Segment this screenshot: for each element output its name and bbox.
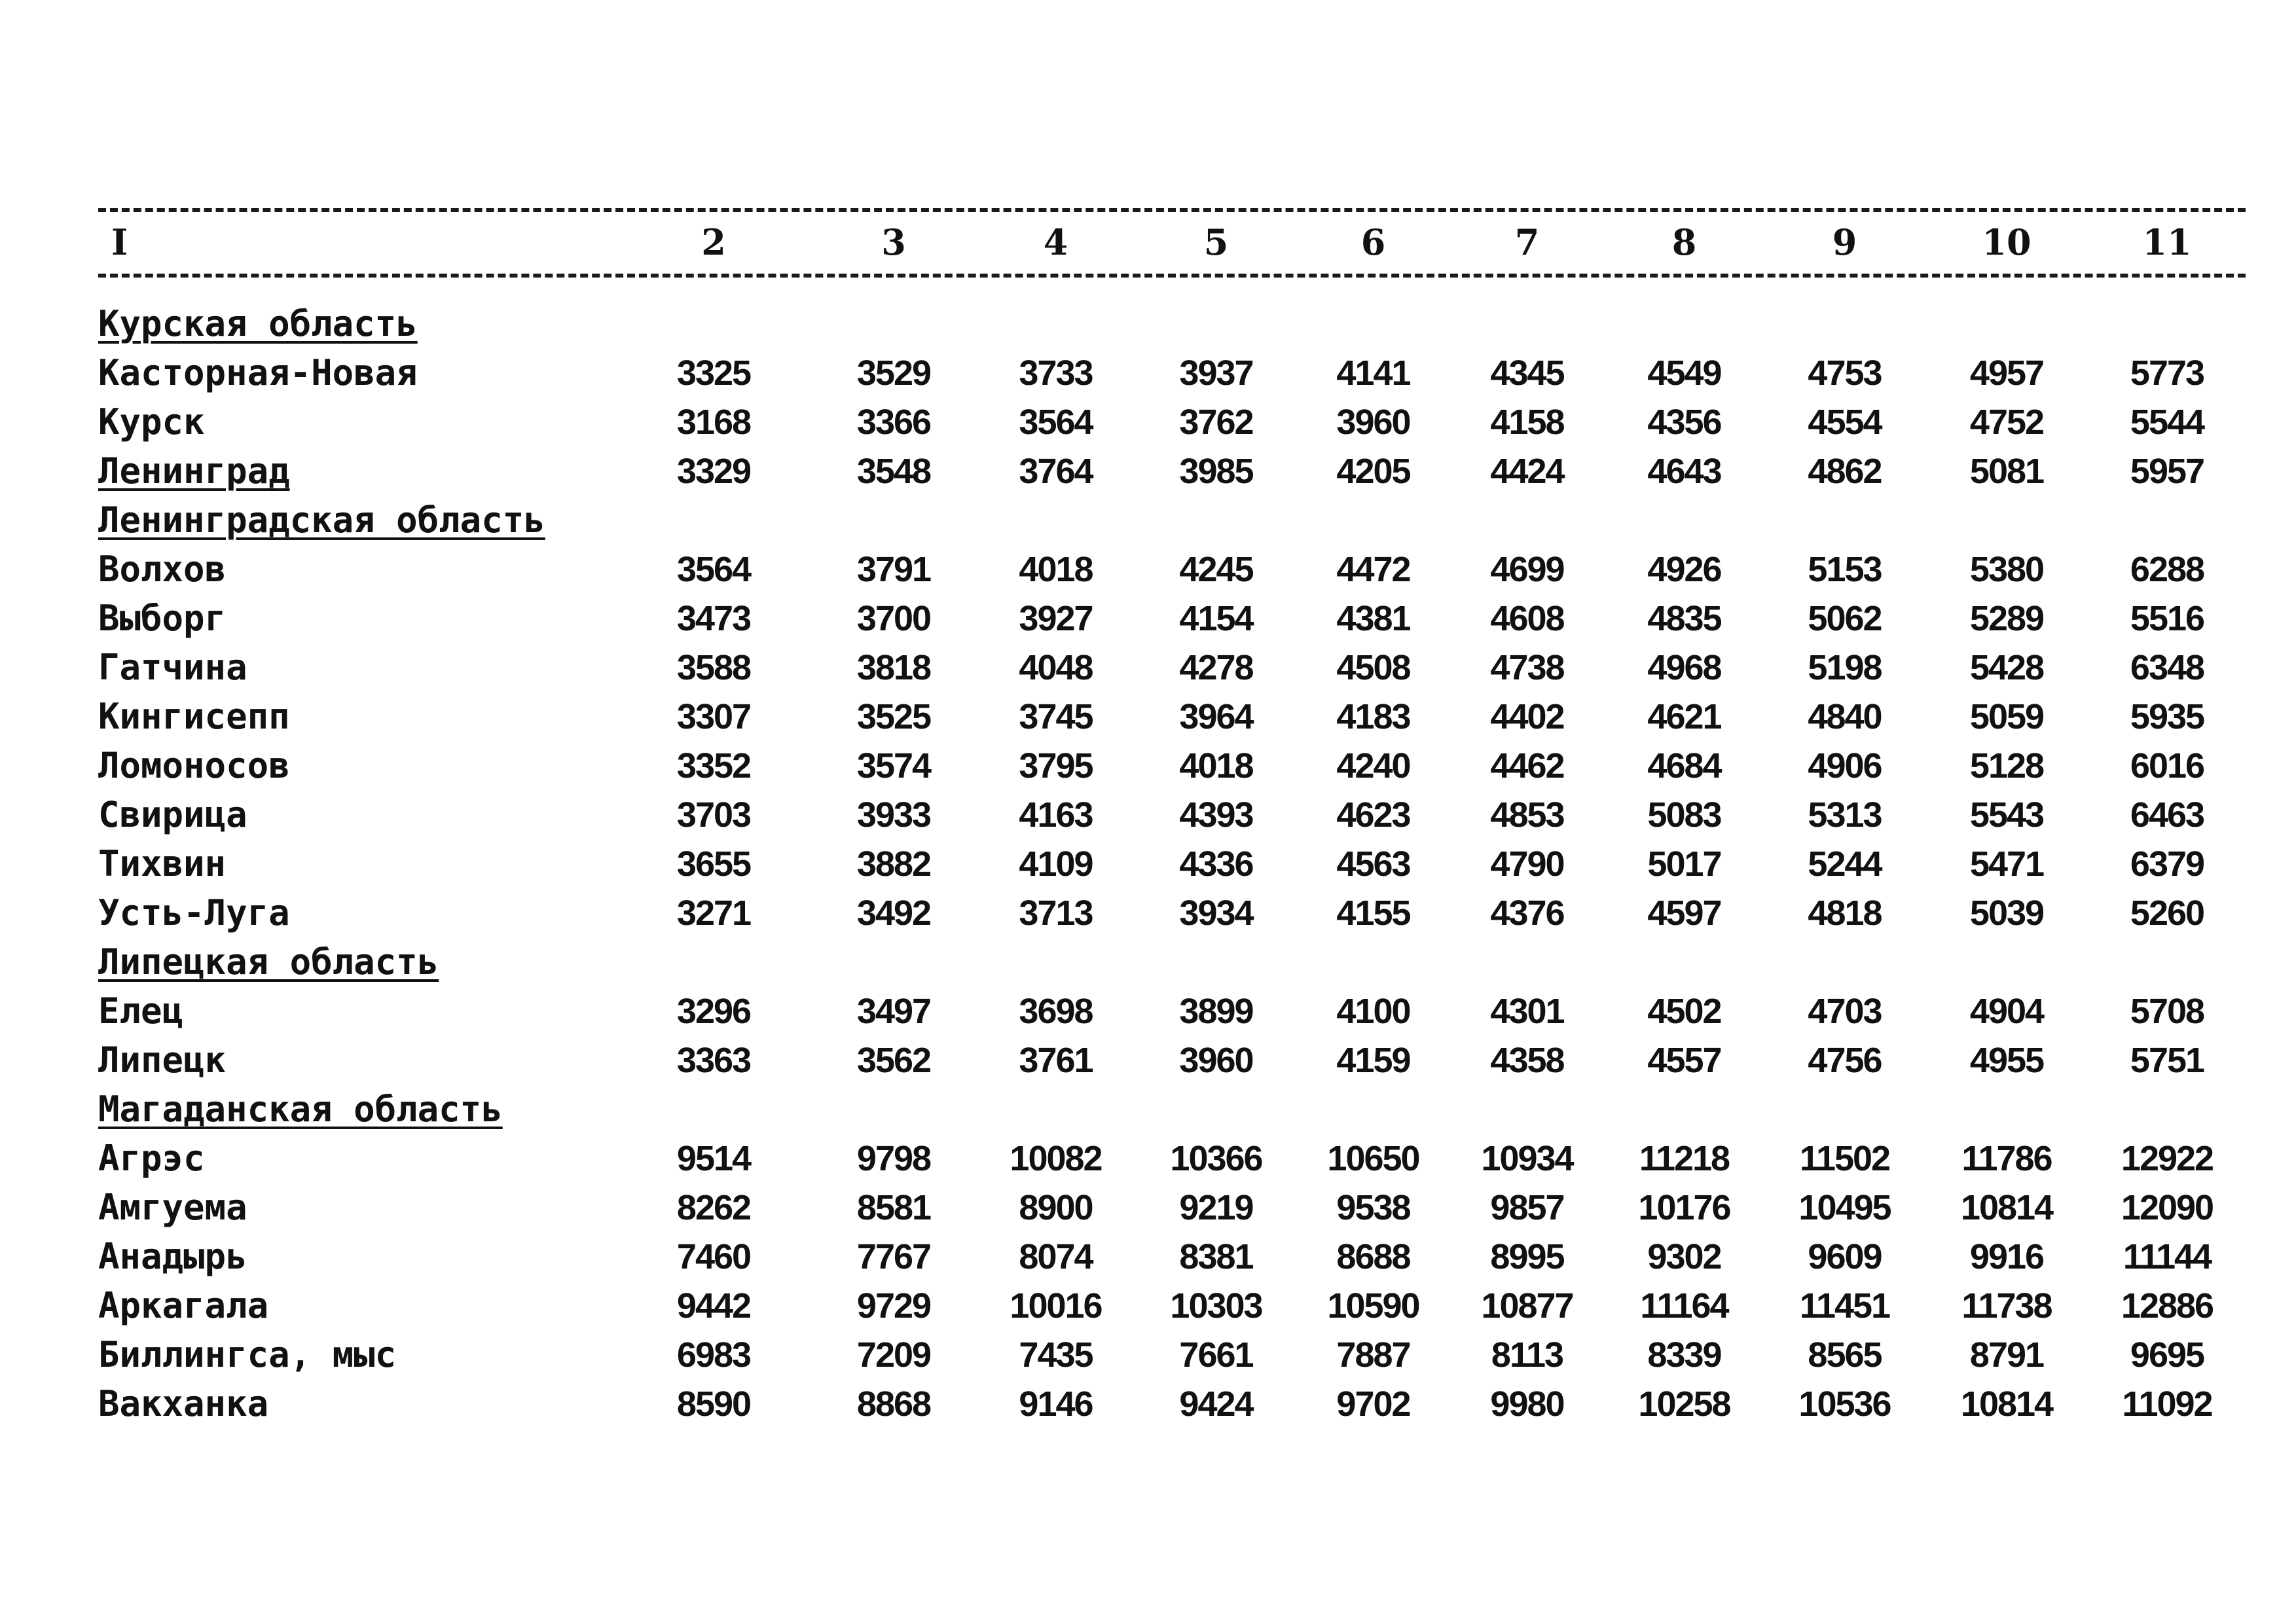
value-cell: 8581 xyxy=(856,1187,931,1227)
locality-name: Тихвин xyxy=(98,843,227,884)
value-cell: 12090 xyxy=(2121,1187,2214,1227)
locality-name: Выборг xyxy=(98,598,227,639)
value-cell: 8262 xyxy=(676,1187,751,1227)
column-number: 8 xyxy=(1671,221,1697,263)
value-cell: 3492 xyxy=(856,893,931,933)
value-cell: 8565 xyxy=(1808,1335,1882,1375)
locality-name: Амгуема xyxy=(98,1187,247,1228)
value-cell: 9695 xyxy=(2130,1335,2204,1375)
value-cell: 6463 xyxy=(2130,795,2204,835)
region-name: Магаданская область xyxy=(98,1089,503,1130)
value-cell: 4462 xyxy=(1490,746,1564,785)
value-cell: 11144 xyxy=(2123,1236,2212,1276)
value-cell: 5260 xyxy=(2130,893,2204,933)
column-number: 2 xyxy=(701,221,726,263)
value-cell: 4955 xyxy=(1969,1040,2044,1080)
value-cell: 5773 xyxy=(2130,353,2204,393)
value-cell: 4048 xyxy=(1019,647,1093,687)
locality-name: Биллингса, мыс xyxy=(98,1334,397,1375)
header-spacer xyxy=(98,272,2246,299)
locality-name: Касторная-Новая xyxy=(98,352,418,393)
value-cell: 3960 xyxy=(1179,1040,1253,1080)
value-cell: 3564 xyxy=(1019,402,1093,442)
locality-name: Липецк xyxy=(98,1039,227,1081)
value-cell: 3655 xyxy=(676,844,751,884)
value-cell: 3168 xyxy=(676,402,751,442)
table-row xyxy=(98,741,2246,790)
value-cell: 3574 xyxy=(856,746,931,785)
value-cell: 10176 xyxy=(1638,1187,1730,1227)
value-cell: 3703 xyxy=(676,795,751,835)
table-row xyxy=(98,888,2246,937)
value-cell: 3698 xyxy=(1019,991,1093,1031)
table-row xyxy=(98,1134,2246,1183)
value-cell: 11451 xyxy=(1799,1286,1890,1326)
value-cell: 3497 xyxy=(856,991,931,1031)
table-row xyxy=(98,1183,2246,1232)
value-cell: 4183 xyxy=(1336,696,1410,736)
value-cell: 3791 xyxy=(856,549,931,589)
value-cell: 5544 xyxy=(2130,402,2204,442)
empty-cell xyxy=(615,1085,2246,1134)
value-cell: 3761 xyxy=(1019,1040,1093,1080)
value-cell: 4163 xyxy=(1019,795,1093,835)
value-cell: 4336 xyxy=(1179,844,1253,884)
value-cell: 3964 xyxy=(1179,696,1253,736)
column-number: 11 xyxy=(2142,221,2192,263)
value-cell: 4756 xyxy=(1808,1040,1882,1080)
value-cell: 4018 xyxy=(1019,549,1093,589)
value-cell: 12886 xyxy=(2121,1286,2214,1326)
value-cell: 4753 xyxy=(1808,353,1882,393)
value-cell: 3548 xyxy=(856,451,931,491)
value-cell: 7887 xyxy=(1336,1335,1410,1375)
value-cell: 10814 xyxy=(1960,1384,2053,1424)
value-cell: 4554 xyxy=(1808,402,1882,442)
value-cell: 4906 xyxy=(1808,746,1882,785)
region-name: Ленинградская область xyxy=(98,499,545,541)
value-cell: 11164 xyxy=(1640,1286,1728,1326)
value-cell: 6379 xyxy=(2130,844,2204,884)
value-cell: 10366 xyxy=(1170,1138,1262,1178)
value-cell: 4790 xyxy=(1490,844,1564,884)
value-cell: 5313 xyxy=(1808,795,1882,835)
value-cell: 4141 xyxy=(1336,353,1410,393)
table-top-rule xyxy=(98,208,2246,212)
value-cell: 4393 xyxy=(1179,795,1253,835)
value-cell: 4853 xyxy=(1490,795,1564,835)
value-cell: 4158 xyxy=(1490,402,1564,442)
value-cell: 9798 xyxy=(856,1138,931,1178)
value-cell: 8900 xyxy=(1019,1187,1093,1227)
value-cell: 3529 xyxy=(856,353,931,393)
value-cell: 4597 xyxy=(1647,893,1721,933)
region-row xyxy=(98,299,2246,348)
empty-cell xyxy=(615,496,2246,545)
value-cell: 3562 xyxy=(856,1040,931,1080)
value-cell: 10082 xyxy=(1010,1138,1102,1178)
value-cell: 4109 xyxy=(1019,844,1093,884)
value-cell: 9702 xyxy=(1336,1384,1410,1424)
value-cell: 4840 xyxy=(1808,696,1882,736)
locality-name: Вакханка xyxy=(98,1383,269,1424)
locality-name: Агрэс xyxy=(98,1138,205,1179)
value-cell: 8113 xyxy=(1491,1335,1563,1375)
column-number: 9 xyxy=(1832,221,1857,263)
value-cell: 3329 xyxy=(676,451,751,491)
value-cell: 7767 xyxy=(856,1236,931,1276)
value-cell: 10934 xyxy=(1481,1138,1573,1178)
value-cell: 11092 xyxy=(2122,1384,2212,1424)
column-number: 6 xyxy=(1360,221,1386,263)
value-cell: 5543 xyxy=(1969,795,2044,835)
value-cell: 12922 xyxy=(2121,1138,2214,1178)
value-cell: 4245 xyxy=(1179,549,1253,589)
value-cell: 9980 xyxy=(1490,1384,1564,1424)
table-row xyxy=(98,790,2246,839)
value-cell: 4472 xyxy=(1336,549,1410,589)
value-cell: 8381 xyxy=(1179,1236,1253,1276)
value-cell: 5380 xyxy=(1969,549,2044,589)
value-cell: 3352 xyxy=(676,746,751,785)
value-cell: 8590 xyxy=(676,1384,751,1424)
value-cell: 9538 xyxy=(1336,1187,1410,1227)
value-cell: 10536 xyxy=(1798,1384,1891,1424)
value-cell: 3700 xyxy=(856,598,931,638)
value-cell: 3733 xyxy=(1019,353,1093,393)
table-row xyxy=(98,1379,2246,1428)
region-name: Липецкая область xyxy=(98,941,439,983)
locality-name: Елец xyxy=(98,990,184,1032)
value-cell: 9442 xyxy=(676,1286,751,1326)
locality-name: Ломоносов xyxy=(98,745,290,786)
value-cell: 4159 xyxy=(1336,1040,1410,1080)
value-cell: 9302 xyxy=(1647,1236,1721,1276)
value-cell: 6288 xyxy=(2130,549,2204,589)
value-cell: 9857 xyxy=(1490,1187,1564,1227)
value-cell: 5244 xyxy=(1808,844,1882,884)
value-cell: 11218 xyxy=(1639,1138,1730,1178)
value-cell: 7661 xyxy=(1179,1335,1253,1375)
value-cell: 5935 xyxy=(2130,696,2204,736)
region-row xyxy=(98,1085,2246,1134)
empty-cell xyxy=(615,299,2246,348)
locality-name: Кингисепп xyxy=(98,696,290,737)
table-row xyxy=(98,643,2246,692)
value-cell: 9514 xyxy=(676,1138,751,1178)
value-cell: 4100 xyxy=(1336,991,1410,1031)
value-cell: 4818 xyxy=(1808,893,1882,933)
value-cell: 3960 xyxy=(1336,402,1410,442)
value-cell: 4643 xyxy=(1647,451,1721,491)
value-cell: 4301 xyxy=(1490,991,1564,1031)
value-cell: 5198 xyxy=(1808,647,1882,687)
value-cell: 4926 xyxy=(1647,549,1721,589)
value-cell: 3325 xyxy=(676,353,751,393)
locality-name: Свирица xyxy=(98,794,247,835)
locality-name: Волхов xyxy=(98,549,227,590)
column-number: 10 xyxy=(1982,221,2032,263)
table-row xyxy=(98,1232,2246,1281)
region-name: Ленинград xyxy=(98,450,290,492)
column-number-row xyxy=(98,213,2246,272)
value-cell: 8339 xyxy=(1647,1335,1721,1375)
value-cell: 4862 xyxy=(1808,451,1882,491)
value-cell: 3307 xyxy=(676,696,751,736)
value-cell: 4968 xyxy=(1647,647,1721,687)
value-cell: 10016 xyxy=(1010,1286,1102,1326)
table-row xyxy=(98,839,2246,888)
value-cell: 6348 xyxy=(2130,647,2204,687)
value-cell: 10877 xyxy=(1481,1286,1573,1326)
value-cell: 11502 xyxy=(1799,1138,1890,1178)
value-cell: 5081 xyxy=(1969,451,2044,491)
value-cell: 5471 xyxy=(1969,844,2044,884)
value-cell: 3818 xyxy=(856,647,931,687)
value-cell: 3473 xyxy=(676,598,751,638)
locality-name: Усть-Луга xyxy=(98,892,290,933)
value-cell: 4957 xyxy=(1969,353,2044,393)
value-cell: 5708 xyxy=(2130,991,2204,1031)
region-row xyxy=(98,496,2246,545)
region-name: Курская область xyxy=(98,303,418,344)
value-cell: 4376 xyxy=(1490,893,1564,933)
value-cell: 5039 xyxy=(1969,893,2044,933)
column-number: 7 xyxy=(1514,221,1540,263)
table-row xyxy=(98,1281,2246,1330)
value-cell: 3795 xyxy=(1019,746,1093,785)
value-cell: 9609 xyxy=(1808,1236,1882,1276)
value-cell: 10258 xyxy=(1638,1384,1730,1424)
locality-name: Гатчина xyxy=(98,647,247,688)
value-cell: 3525 xyxy=(856,696,931,736)
value-cell: 9729 xyxy=(856,1286,931,1326)
value-cell: 4904 xyxy=(1969,991,2044,1031)
value-cell: 3934 xyxy=(1179,893,1253,933)
data-table xyxy=(98,213,2246,1428)
value-cell: 4684 xyxy=(1647,746,1721,785)
value-cell: 4358 xyxy=(1490,1040,1564,1080)
column-number: I xyxy=(111,221,128,263)
value-cell: 9146 xyxy=(1019,1384,1093,1424)
value-cell: 5516 xyxy=(2130,598,2204,638)
value-cell: 4563 xyxy=(1336,844,1410,884)
column-number: 5 xyxy=(1203,221,1229,263)
value-cell: 3564 xyxy=(676,549,751,589)
value-cell: 3927 xyxy=(1019,598,1093,638)
value-cell: 5059 xyxy=(1969,696,2044,736)
table-row xyxy=(98,397,2246,446)
value-cell: 4402 xyxy=(1490,696,1564,736)
locality-name: Анадырь xyxy=(98,1236,247,1277)
column-number: 4 xyxy=(1043,221,1068,263)
value-cell: 4608 xyxy=(1490,598,1564,638)
table-body xyxy=(98,272,2246,1428)
value-cell: 10650 xyxy=(1327,1138,1419,1178)
value-cell: 8074 xyxy=(1019,1236,1093,1276)
value-cell: 4738 xyxy=(1490,647,1564,687)
value-cell: 5128 xyxy=(1969,746,2044,785)
value-cell: 3899 xyxy=(1179,991,1253,1031)
value-cell: 5083 xyxy=(1647,795,1721,835)
value-cell: 8868 xyxy=(856,1384,931,1424)
value-cell: 4424 xyxy=(1490,451,1564,491)
value-cell: 4381 xyxy=(1336,598,1410,638)
region-row xyxy=(98,937,2246,986)
locality-name: Аркагала xyxy=(98,1285,269,1326)
value-cell: 3937 xyxy=(1179,353,1253,393)
column-number: 3 xyxy=(881,221,906,263)
value-cell: 4549 xyxy=(1647,353,1721,393)
value-cell: 5957 xyxy=(2130,451,2204,491)
value-cell: 4154 xyxy=(1179,598,1253,638)
value-cell: 6983 xyxy=(676,1335,751,1375)
value-cell: 11738 xyxy=(1961,1286,2052,1326)
table-row xyxy=(98,986,2246,1036)
value-cell: 5153 xyxy=(1808,549,1882,589)
value-cell: 4621 xyxy=(1647,696,1721,736)
value-cell: 4356 xyxy=(1647,402,1721,442)
value-cell: 4155 xyxy=(1336,893,1410,933)
value-cell: 4752 xyxy=(1969,402,2044,442)
value-cell: 4703 xyxy=(1808,991,1882,1031)
value-cell: 10303 xyxy=(1170,1286,1262,1326)
value-cell: 3713 xyxy=(1019,893,1093,933)
value-cell: 5289 xyxy=(1969,598,2044,638)
table-row xyxy=(98,1036,2246,1085)
value-cell: 5751 xyxy=(2130,1040,2204,1080)
value-cell: 8791 xyxy=(1969,1335,2044,1375)
value-cell: 4623 xyxy=(1336,795,1410,835)
value-cell: 3985 xyxy=(1179,451,1253,491)
table-row xyxy=(98,545,2246,594)
value-cell: 3271 xyxy=(676,893,751,933)
value-cell: 8995 xyxy=(1490,1236,1564,1276)
table-row xyxy=(98,348,2246,397)
value-cell: 7435 xyxy=(1019,1335,1093,1375)
region-row xyxy=(98,446,2246,496)
value-cell: 7209 xyxy=(856,1335,931,1375)
table-row xyxy=(98,594,2246,643)
value-cell: 4508 xyxy=(1336,647,1410,687)
value-cell: 8688 xyxy=(1336,1236,1410,1276)
value-cell: 4278 xyxy=(1179,647,1253,687)
value-cell: 10495 xyxy=(1798,1187,1891,1227)
value-cell: 6016 xyxy=(2130,746,2204,785)
value-cell: 3933 xyxy=(856,795,931,835)
value-cell: 3296 xyxy=(676,991,751,1031)
value-cell: 3762 xyxy=(1179,402,1253,442)
value-cell: 4699 xyxy=(1490,549,1564,589)
table-row xyxy=(98,692,2246,741)
value-cell: 3588 xyxy=(676,647,751,687)
value-cell: 3366 xyxy=(856,402,931,442)
value-cell: 4835 xyxy=(1647,598,1721,638)
value-cell: 4240 xyxy=(1336,746,1410,785)
value-cell: 5017 xyxy=(1647,844,1721,884)
locality-name: Курск xyxy=(98,401,205,442)
value-cell: 9916 xyxy=(1969,1236,2044,1276)
value-cell: 10590 xyxy=(1327,1286,1419,1326)
value-cell: 4018 xyxy=(1179,746,1253,785)
value-cell: 9219 xyxy=(1179,1187,1253,1227)
empty-cell xyxy=(615,937,2246,986)
value-cell: 4205 xyxy=(1336,451,1410,491)
value-cell: 9424 xyxy=(1179,1384,1253,1424)
value-cell: 3363 xyxy=(676,1040,751,1080)
value-cell: 11786 xyxy=(1961,1138,2052,1178)
value-cell: 3764 xyxy=(1019,451,1093,491)
value-cell: 3745 xyxy=(1019,696,1093,736)
value-cell: 4557 xyxy=(1647,1040,1721,1080)
table-row xyxy=(98,1330,2246,1379)
value-cell: 4345 xyxy=(1490,353,1564,393)
value-cell: 5062 xyxy=(1808,598,1882,638)
value-cell: 5428 xyxy=(1969,647,2044,687)
value-cell: 10814 xyxy=(1960,1187,2053,1227)
value-cell: 4502 xyxy=(1647,991,1721,1031)
value-cell: 3882 xyxy=(856,844,931,884)
value-cell: 7460 xyxy=(676,1236,751,1276)
